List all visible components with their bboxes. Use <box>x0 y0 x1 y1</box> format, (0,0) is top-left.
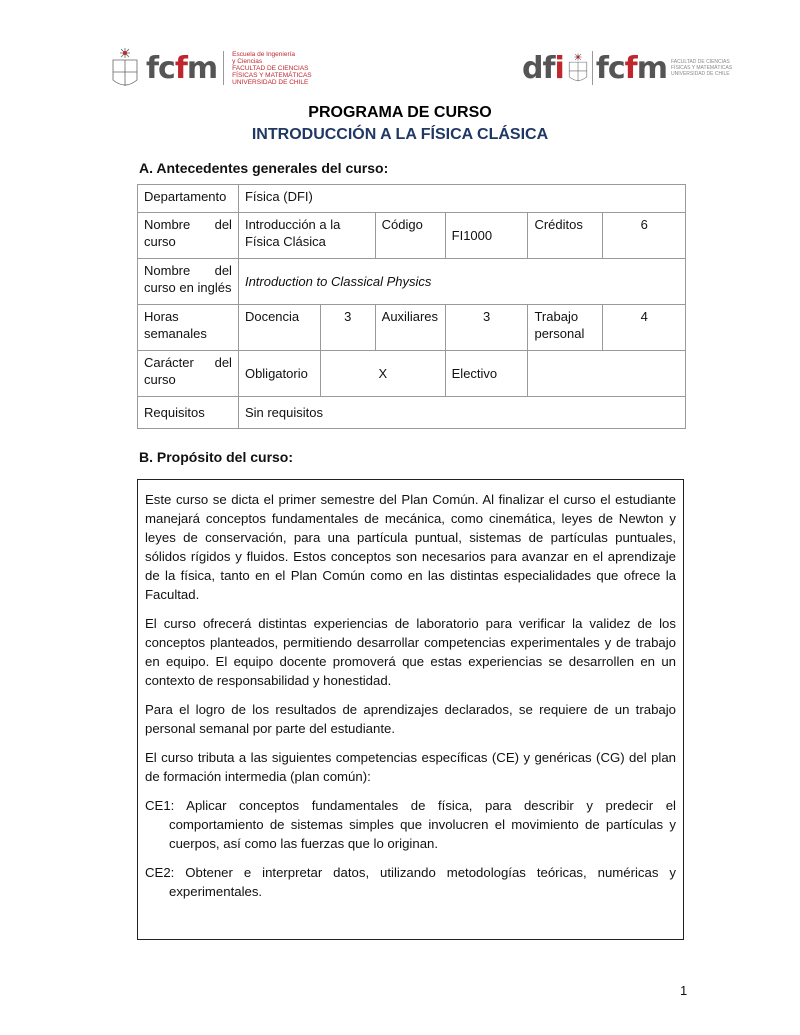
university-crest-icon <box>110 46 140 90</box>
elective-label: Electivo <box>445 351 528 397</box>
elective-value <box>528 351 686 397</box>
logo-divider <box>223 51 224 85</box>
english-name-label: Nombre del curso en inglés <box>138 259 239 305</box>
table-row <box>138 259 686 305</box>
fcfm-wordmark: fcfm <box>146 50 218 86</box>
credits-value: 6 <box>603 213 686 259</box>
school-name: Escuela de Ingeniería y Ciencias FACULTAD DE CIENCIAS FÍSICAS Y MATEMÁTICAS UNIVERSIDAD DE CHILE <box>232 50 312 86</box>
section-a-heading: A. Antecedentes generales del curso: <box>139 160 389 176</box>
prerequisites-label: Requisitos <box>138 397 239 429</box>
dfi-wordmark: dfi <box>522 50 564 86</box>
personal-work-value: 4 <box>603 305 686 351</box>
credits-label: Créditos <box>528 213 603 259</box>
table-row <box>138 351 686 397</box>
fcfm-logo-left <box>110 44 312 92</box>
course-title: INTRODUCCIÓN A LA FÍSICA CLÁSICA <box>251 126 549 143</box>
mandatory-label: Obligatorio <box>238 351 320 397</box>
table-row <box>138 305 686 351</box>
university-crest-icon <box>567 49 589 87</box>
document-title: PROGRAMA DE CURSO <box>308 104 492 121</box>
purpose-paragraph: Este curso se dicta el primer semestre del Plan Común. Al finalizar el curso el estudiante manejará conceptos fundamentales de mecánica, como cinemática, leyes de Newton y leyes de conservación, para una partícula puntual, sistemas de partículas puntuales, sólidos rígidos y fluidos. Estos conceptos son necesarios para avanzar en el aprendizaje de la física, tanto en el Plan Común como en las distintas especialidades que ofrece la Facultad. <box>145 492 676 602</box>
purpose-paragraph: El curso ofrecerá distintas experiencias de laboratorio para verificar la validez de los conceptos planteados, permitiendo desarrollar competencias experimentales y de trabajo en equipo. El equipo docente promoverá que estas experiencias se desarrollen en un contexto de responsabilidad y honestidad. <box>145 616 676 688</box>
competency-item: CE1: Aplicar conceptos fundamentales de física, para describir y predecir el comportamiento de sistemas simples que involucren el movimiento de partículas y cuerpos, así como las fuerzas que lo originan. <box>145 798 676 851</box>
auxiliary-label: Auxiliares <box>375 305 445 351</box>
table-row <box>138 185 686 213</box>
logo-divider <box>592 51 593 85</box>
competency-item: CE2: Obtener e interpretar datos, utilizando metodologías teóricas, numéricas y experimentales. <box>145 865 676 899</box>
table-row <box>138 213 686 259</box>
mandatory-value: X <box>320 351 445 397</box>
fcfm-wordmark: fcfm <box>595 50 667 86</box>
code-label: Código <box>375 213 445 259</box>
purpose-paragraph: El curso tributa a las siguientes competencias específicas (CE) y genéricas (CG) del plan de formación intermedia (plan común): <box>145 750 676 784</box>
course-name-label: Nombre del curso <box>138 213 239 259</box>
course-purpose-box <box>137 479 684 940</box>
department-label: Departamento <box>138 185 239 213</box>
personal-work-label: Trabajo personal <box>528 305 603 351</box>
table-row <box>138 397 686 429</box>
auxiliary-value: 3 <box>445 305 528 351</box>
page-number: 1 <box>680 983 688 998</box>
section-b-heading: B. Propósito del curso: <box>139 449 294 465</box>
dfi-fcfm-logo-right <box>522 44 732 92</box>
teaching-value: 3 <box>320 305 375 351</box>
teaching-label: Docencia <box>238 305 320 351</box>
english-name-value: Introduction to Classical Physics <box>238 259 685 305</box>
weekly-hours-label: Horas semanales <box>138 305 239 351</box>
department-value: Física (DFI) <box>238 185 685 213</box>
faculty-name: FACULTAD DE CIENCIAS FÍSICAS Y MATEMÁTICAS UNIVERSIDAD DE CHILE <box>671 59 733 77</box>
course-name-value: Introducción a la Física Clásica <box>238 213 375 259</box>
purpose-paragraph: Para el logro de los resultados de aprendizajes declarados, se requiere de un trabajo personal semanal por parte del estudiante. <box>145 702 676 736</box>
code-value: FI1000 <box>445 213 528 259</box>
course-info-table <box>137 184 686 429</box>
course-type-label: Carácter del curso <box>138 351 239 397</box>
prerequisites-value: Sin requisitos <box>238 397 685 429</box>
